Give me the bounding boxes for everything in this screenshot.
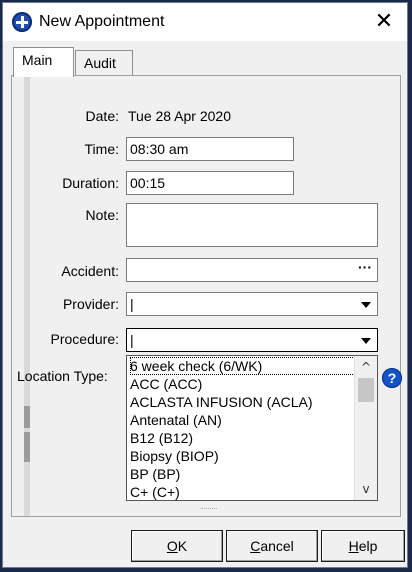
accident-input[interactable] — [126, 258, 378, 282]
provider-select[interactable] — [126, 292, 378, 316]
ok-button[interactable] — [131, 530, 223, 562]
close-icon[interactable]: ✕ — [374, 9, 394, 34]
panel-side-marker — [24, 406, 30, 428]
list-item[interactable]: Biopsy (BIOP) — [130, 448, 219, 464]
procedure-label: Procedure: — [50, 331, 119, 347]
provider-label: Provider: — [62, 296, 119, 312]
chevron-down-icon[interactable] — [355, 330, 376, 350]
scroll-up-icon[interactable]: ^ — [360, 360, 372, 374]
app-plus-icon — [12, 12, 32, 32]
note-textarea[interactable] — [126, 203, 378, 247]
tab-main[interactable]: Main — [13, 47, 74, 77]
new-appointment-dialog — [2, 2, 408, 568]
help-button[interactable] — [321, 530, 405, 562]
date-label: Date: — [85, 108, 119, 124]
procedure-dropdown-list[interactable] — [126, 355, 378, 501]
title-bar — [3, 3, 407, 41]
location-type-label: Location Type: — [17, 368, 108, 384]
list-item[interactable]: Antenatal (AN) — [130, 412, 222, 428]
procedure-select[interactable] — [126, 328, 378, 352]
panel-side-marker — [24, 432, 30, 462]
duration-label: Duration: — [62, 175, 119, 191]
help-label: elp — [358, 538, 378, 554]
duration-input[interactable]: 00:15 — [126, 171, 294, 195]
list-item[interactable]: ACC (ACC) — [130, 376, 203, 392]
procedure-value: | — [130, 332, 134, 348]
scroll-thumb[interactable] — [358, 378, 374, 402]
list-item[interactable]: C+ (C+) — [130, 484, 180, 500]
help-question-icon[interactable]: ? — [382, 368, 402, 388]
resize-grip — [201, 508, 217, 512]
scroll-down-icon[interactable]: v — [362, 482, 370, 496]
cancel-button[interactable] — [226, 530, 318, 562]
cancel-mnemonic: C — [250, 538, 261, 554]
accident-label: Accident: — [61, 263, 119, 279]
list-item[interactable]: ACLASTA INFUSION (ACLA) — [130, 394, 313, 410]
window-title: New Appointment — [39, 13, 165, 30]
provider-value: | — [130, 296, 134, 312]
cancel-label: ancel — [260, 538, 294, 554]
accident-browse-button[interactable]: ··· — [358, 259, 372, 275]
time-input[interactable]: 08:30 am — [126, 137, 294, 161]
note-label: Note: — [85, 207, 119, 223]
chevron-down-icon[interactable] — [355, 294, 376, 314]
list-item[interactable]: 6 week check (6/WK) — [130, 357, 355, 375]
time-label: Time: — [84, 141, 119, 157]
tab-audit[interactable]: Audit — [75, 50, 133, 76]
date-value: Tue 28 Apr 2020 — [128, 108, 232, 124]
list-scrollbar[interactable] — [354, 356, 377, 500]
ok-label: K — [177, 538, 188, 554]
list-item[interactable]: BP (BP) — [130, 466, 181, 482]
help-mnemonic: H — [348, 538, 359, 554]
ok-mnemonic: O — [166, 538, 178, 554]
list-item[interactable]: B12 (B12) — [130, 430, 194, 446]
